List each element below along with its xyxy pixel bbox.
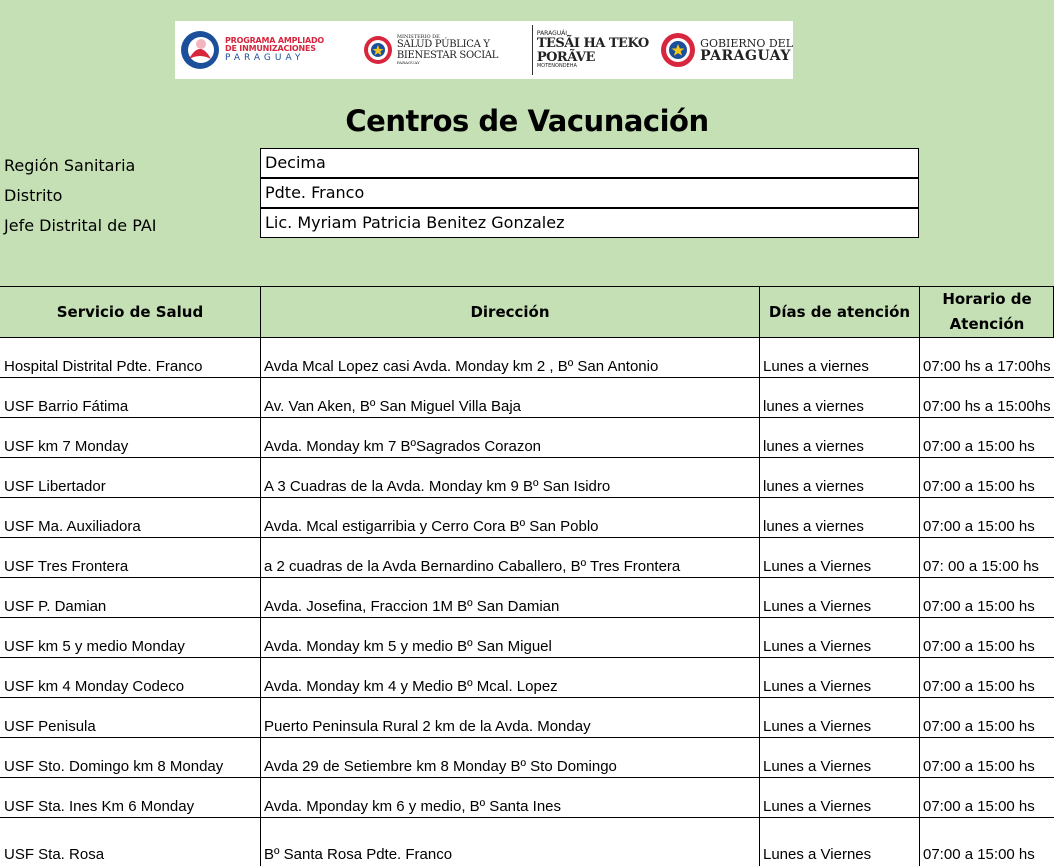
column-divider [919,658,920,698]
tesai-logo-line: MOTENONDEHA [536,63,577,70]
cell-dias: Lunes a Viernes [763,718,872,735]
ministry-logo-line: PARAGUAY [396,60,420,66]
column-divider [919,778,920,818]
cell-horario: 07:00 a 15:00 hs [923,598,1035,615]
cell-direccion: a 2 cuadras de la Avda Bernardino Caballero, Bº Tres Frontera [264,558,681,575]
ministry-logo-line: BIENESTAR SOCIAL [396,49,499,61]
column-divider [759,578,760,618]
logo-divider [532,25,533,75]
table-row [0,578,1054,618]
pai-logo-text [225,37,324,63]
tesai-logo-line: PORÃVE [536,49,595,65]
cell-servicio: USF km 7 Monday [4,438,129,455]
column-divider [260,578,261,618]
column-header-horario [920,287,1054,337]
table-row [0,378,1054,418]
cell-servicio: USF Sto. Domingo km 8 Monday [4,758,224,775]
column-divider [759,286,760,338]
cell-dias: Lunes a Viernes [763,758,872,775]
info-value-jefe[interactable]: Lic. Myriam Patricia Benitez Gonzalez [260,208,919,238]
column-header-servicio: Servicio de Salud [56,302,204,321]
cell-direccion: Avda Mcal Lopez casi Avda. Monday km 2 , Bº San Antonio [264,358,659,375]
cell-horario: 07:00 hs a 15:00hs [923,398,1051,415]
ministry-logo-text [397,35,498,65]
cell-dias: Lunes a Viernes [763,638,872,655]
cell-horario: 07:00 a 15:00 hs [923,718,1035,735]
column-divider [759,418,760,458]
cell-direccion: A 3 Cuadras de la Avda. Monday km 9 Bº San Isidro [264,478,611,495]
cell-horario: 07: 00 a 15:00 hs [923,558,1039,575]
cell-horario: 07:00 hs a 17:00hs [923,358,1051,375]
table-header [0,286,1054,338]
cell-servicio: USF Tres Frontera [4,558,129,575]
info-label-jefe: Jefe Distrital de PAI [4,216,157,235]
info-value-distrito[interactable]: Pdte. Franco [260,178,919,208]
column-divider [919,418,920,458]
table-row [0,498,1054,538]
table-row [0,698,1054,738]
table-row [0,338,1054,378]
column-divider [260,458,261,498]
cell-servicio: USF Sta. Rosa [4,846,105,863]
ministry-seal-icon [363,35,393,65]
column-divider [759,498,760,538]
cell-direccion: Av. Van Aken, Bº San Miguel Villa Baja [264,398,522,415]
cell-servicio: USF km 5 y medio Monday [4,638,185,655]
column-divider [260,738,261,778]
column-divider [260,338,261,378]
cell-dias: Lunes a Viernes [763,846,872,863]
cell-direccion: Puerto Peninsula Rural 2 km de la Avda. Monday [264,718,591,735]
cell-servicio: USF Barrio Fátima [4,398,129,415]
column-divider [919,378,920,418]
column-divider [919,698,920,738]
column-header-horario-line: Horario de [942,290,1032,308]
column-divider [260,378,261,418]
column-divider [260,658,261,698]
cell-dias: lunes a viernes [763,518,864,535]
info-value-region[interactable]: Decima [260,148,919,178]
cell-horario: 07:00 a 15:00 hs [923,518,1035,535]
table-row [0,738,1054,778]
pai-logo-line: DE INMUNIZACIONES [225,44,316,53]
column-header-direccion: Dirección [470,302,550,321]
column-divider [759,618,760,658]
column-divider [759,458,760,498]
cell-direccion: Avda. Mponday km 6 y medio, Bº Santa Ines [264,798,562,815]
column-divider [919,498,920,538]
gobierno-logo [658,21,793,79]
column-divider [260,618,261,658]
logo-strip [175,21,793,79]
cell-dias: Lunes a Viernes [763,678,872,695]
column-header-horario-line: Atención [949,315,1025,333]
cell-servicio: USF km 4 Monday Codeco [4,678,185,695]
column-divider [759,538,760,578]
page-title: Centros de Vacunación [345,104,709,138]
cell-horario: 07:00 a 15:00 hs [923,438,1035,455]
cell-horario: 07:00 a 15:00 hs [923,678,1035,695]
column-divider [759,698,760,738]
cell-dias: lunes a viernes [763,438,864,455]
column-divider [919,338,920,378]
table-row [0,458,1054,498]
cell-horario: 07:00 a 15:00 hs [923,758,1035,775]
ministry-logo-line: MINISTERIO DE [396,33,440,40]
cell-direccion: Bº Santa Rosa Pdte. Franco [264,846,453,863]
table-row [0,658,1054,698]
column-divider [260,818,261,866]
table-row [0,618,1054,658]
cell-horario: 07:00 a 15:00 hs [923,638,1035,655]
column-divider [919,458,920,498]
column-divider [919,618,920,658]
tesai-logo [537,31,658,70]
pai-logo-line: PROGRAMA AMPLIADO [225,36,325,45]
gobierno-logo-text [700,38,793,63]
column-divider [260,538,261,578]
table-row [0,818,1054,866]
header-area [0,0,1054,286]
gobierno-seal-icon [660,32,696,68]
cell-direccion: Avda. Monday km 5 y medio Bº San Miguel [264,638,552,655]
column-divider [919,738,920,778]
cell-servicio: USF Sta. Ines Km 6 Monday [4,798,195,815]
column-divider [260,498,261,538]
cell-horario: 07:00 a 15:00 hs [923,798,1035,815]
pai-logo-line: PARAGUAY [225,53,305,63]
info-label-distrito: Distrito [4,186,63,205]
cell-horario: 07:00 a 15:00 hs [923,846,1035,863]
column-header-dias: Días de atención [768,302,911,321]
column-divider [919,578,920,618]
cell-dias: Lunes a viernes [763,358,869,375]
cell-dias: lunes a viernes [763,478,864,495]
table-row [0,778,1054,818]
cell-direccion: Avda. Josefina, Fraccion 1M Bº San Damian [264,598,560,615]
pai-emblem-icon [179,29,221,71]
table-row [0,538,1054,578]
cell-direccion: Avda 29 de Setiembre km 8 Monday Bº Sto Domingo [264,758,617,775]
column-divider [759,778,760,818]
column-divider [759,378,760,418]
cell-servicio: Hospital Distrital Pdte. Franco [4,358,203,375]
cell-direccion: Avda. Mcal estigarribia y Cerro Cora Bº San Poblo [264,518,599,535]
pai-logo [175,21,349,79]
cell-servicio: USF Libertador [4,478,106,495]
column-divider [260,418,261,458]
column-divider [919,538,920,578]
cell-direccion: Avda. Monday km 4 y Medio Bº Mcal. Lopez [264,678,558,695]
tesai-logo-line: TESÃI HA TEKO [536,35,649,51]
info-label-region: Región Sanitaria [4,156,136,175]
cell-dias: Lunes a Viernes [763,598,872,615]
cell-dias: Lunes a Viernes [763,558,872,575]
cell-dias: lunes a viernes [763,398,864,415]
column-divider [260,778,261,818]
table-row [0,418,1054,458]
column-divider [759,738,760,778]
cell-servicio: USF Penisula [4,718,96,735]
column-divider [919,286,920,338]
cell-horario: 07:00 a 15:00 hs [923,478,1035,495]
ministry-logo [349,21,528,79]
column-divider [759,658,760,698]
cell-dias: Lunes a Viernes [763,798,872,815]
gobierno-logo-line: PARAGUAY [700,47,791,64]
ministry-logo-line: SALUD PÚBLICA Y [396,39,490,51]
cell-servicio: USF P. Damian [4,598,107,615]
column-divider [759,818,760,866]
column-divider [260,698,261,738]
column-divider [260,286,261,338]
tesai-logo-line: PARAGUÁI [536,29,568,37]
column-divider [759,338,760,378]
cell-servicio: USF Ma. Auxiliadora [4,518,141,535]
cell-direccion: Avda. Monday km 7 BºSagrados Corazon [264,438,542,455]
column-divider [919,818,920,866]
gobierno-logo-line: GOBIERNO DEL [700,36,793,50]
